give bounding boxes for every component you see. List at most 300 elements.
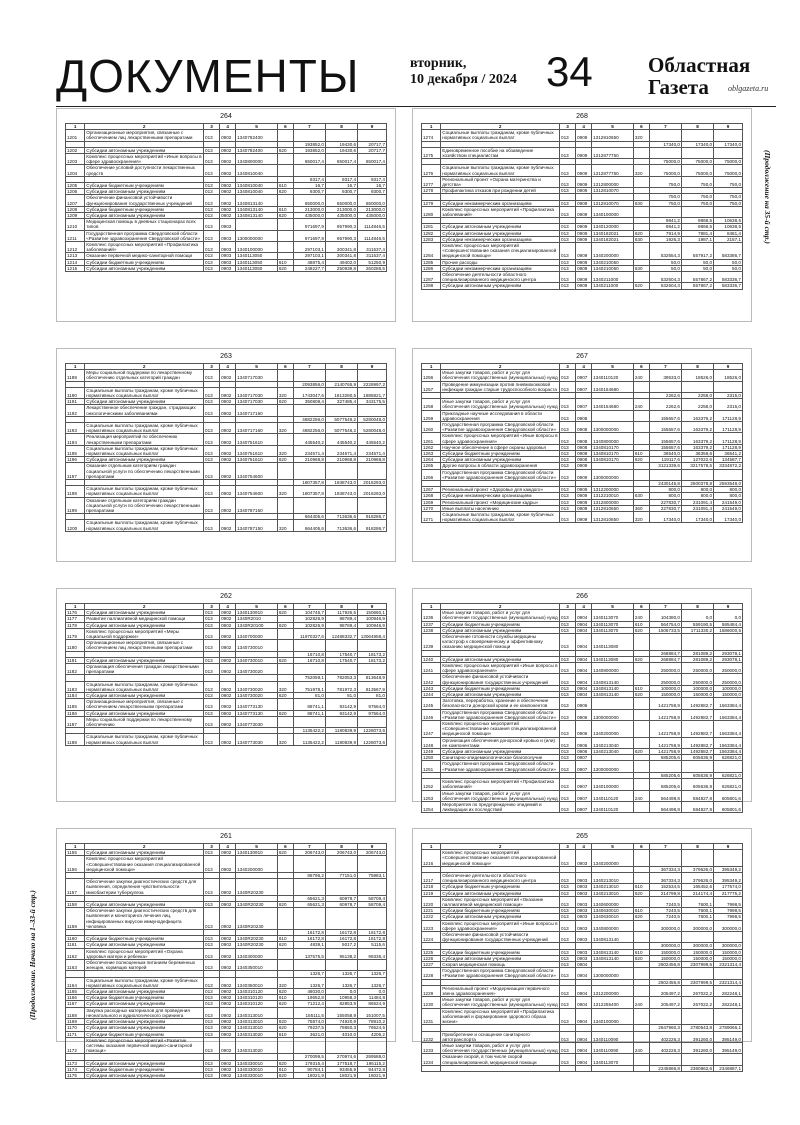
table-cell: 1421758,9 xyxy=(649,709,681,720)
table-row xyxy=(422,709,743,720)
table-cell: 1230 xyxy=(422,997,441,1008)
table-cell: 1743047,6 xyxy=(293,387,325,398)
table-cell xyxy=(358,463,387,480)
table-cell: 1271 xyxy=(422,512,441,523)
table-row xyxy=(422,283,743,289)
table-cell: 1340730010 xyxy=(236,640,278,651)
table-cell: Комплекс процессных мероприятий «Совершенствование оказания специализированной медицинской помощи» xyxy=(441,721,560,738)
table-row xyxy=(422,469,743,480)
table-cell xyxy=(649,130,681,141)
table-cell xyxy=(325,370,357,381)
table-cell: 620 xyxy=(633,692,649,698)
table-header-cell: 3 xyxy=(560,124,576,130)
table-header-cell: 6 xyxy=(277,844,293,850)
table-cell: 250000,0 xyxy=(649,674,681,685)
table-cell: Проведение иммунизации против пневмококковой инфекции граждан старше трудоспособного возраста xyxy=(441,381,560,392)
table-cell: 1340773030 xyxy=(236,734,278,745)
table-cell: 0902 xyxy=(220,699,236,710)
table-row xyxy=(66,265,387,271)
table-cell: 1340310120 xyxy=(236,1001,278,1007)
table-cell xyxy=(277,405,293,416)
table-cell: 1312810650 xyxy=(592,512,634,523)
table-cell xyxy=(293,370,325,381)
table-cell: Субсидии бюджетным учреждениям xyxy=(441,884,560,890)
table-cell: 51250,9 xyxy=(358,259,387,265)
table-cell: 013 xyxy=(560,610,576,621)
table-cell: 1340210050 xyxy=(592,259,634,265)
panel-page-number: 264 xyxy=(220,113,232,120)
table-cell: Оказание отдельным категориям граждан социальной услуги по обеспечению лекарственными препаратами xyxy=(85,463,204,480)
table-row xyxy=(422,932,743,943)
table-cell: 1807357,8 xyxy=(293,486,325,497)
table-cell: 013 xyxy=(204,213,220,219)
table-cell: 013 xyxy=(204,610,220,616)
table-cell: Субсидии некоммерческим организациям xyxy=(441,493,560,499)
table-cell: 013 xyxy=(560,512,576,523)
table-cell: Реализация мероприятий по обеспечению лекарственными препаратами xyxy=(85,434,204,445)
table-cell: 0909 xyxy=(576,165,592,176)
table-cell: 4010,0 xyxy=(325,1031,357,1037)
table-row xyxy=(422,698,743,709)
table-cell: Субсидии автономным учреждениям xyxy=(441,457,560,463)
table-cell: 93142,9 xyxy=(325,710,357,716)
table-row xyxy=(422,1065,743,1071)
document-page-261 xyxy=(56,828,396,1078)
table-cell: 971697,9 xyxy=(293,219,325,230)
table-cell: 0902 xyxy=(220,1007,236,1018)
table-cell: 013 xyxy=(560,621,576,627)
table-cell: 1263 xyxy=(422,451,441,457)
table-cell: 918286,7 xyxy=(358,520,387,531)
table-cell: 2228997,2 xyxy=(358,381,387,387)
table-cell: 918286,7 xyxy=(358,514,387,520)
table-cell: 1178 xyxy=(66,622,85,628)
table-cell: 1171 xyxy=(66,1031,85,1037)
table-cell: 1326,7 xyxy=(293,971,325,977)
table-cell: 013 xyxy=(560,433,576,444)
table-cell: 16172,8 xyxy=(293,936,325,942)
table-cell: 1246 xyxy=(422,709,441,720)
table-row xyxy=(66,423,387,434)
table-cell: 1563384,4 xyxy=(714,721,743,738)
table-cell: 0902 xyxy=(220,399,236,405)
table-cell: 1340751610 xyxy=(236,457,278,463)
table-cell: 0906 xyxy=(576,698,592,709)
table-cell: 1165 xyxy=(66,989,85,995)
table-cell: 231091,4 xyxy=(681,499,713,505)
table-cell: 1239 xyxy=(422,634,441,651)
table-cell: 402226,3 xyxy=(649,1042,681,1053)
table-cell: 0908 xyxy=(576,433,592,444)
table-cell: 0902 xyxy=(220,1025,236,1031)
table-cell: 1340800000 xyxy=(592,663,634,674)
table-cell: 1340700000 xyxy=(236,628,278,639)
table-cell: 013 xyxy=(560,451,576,457)
table-cell: 0904 xyxy=(576,674,592,685)
table-cell: 1221 xyxy=(422,908,441,914)
table-cell: 240 xyxy=(633,610,649,621)
table-cell: 98789,4 xyxy=(325,622,357,628)
table-cell: 0906 xyxy=(576,709,592,720)
table-row xyxy=(66,640,387,651)
table-header-cell: 2 xyxy=(85,604,204,610)
table-cell: 013 xyxy=(560,674,576,685)
table-header-cell: 5 xyxy=(592,844,634,850)
table-cell: 750,0 xyxy=(681,200,713,206)
table-header-cell: 5 xyxy=(236,364,278,370)
table-cell: Региональный проект «Медицинские кадры» xyxy=(441,499,560,505)
table-cell: 395149,0 xyxy=(714,1042,743,1053)
table-cell: 013 xyxy=(560,949,576,955)
table-cell: Социальные выплаты гражданам, кроме публичных нормативных социальных выплат xyxy=(441,165,560,176)
table-cell: 1219 xyxy=(422,890,441,896)
table-row xyxy=(66,948,387,959)
table-cell: 1340113070 xyxy=(592,627,634,633)
table-row xyxy=(66,405,387,416)
table-cell xyxy=(714,147,743,158)
table-cell: 013 xyxy=(560,200,576,206)
table-cell: 750,0 xyxy=(649,200,681,206)
table-cell: 104745,7 xyxy=(293,610,325,616)
table-cell xyxy=(681,130,713,141)
table-cell: 013 xyxy=(560,634,576,651)
table-cell: Социальные выплаты гражданам, кроме публичных нормативных социальных выплат xyxy=(85,445,204,456)
table-row xyxy=(422,1008,743,1025)
table-cell: 013 xyxy=(204,486,220,497)
table-cell: 75000,0 xyxy=(714,159,743,165)
table-row xyxy=(422,610,743,621)
table-row xyxy=(422,896,743,907)
table-cell: 1300000000 xyxy=(592,422,634,433)
table-cell: 1340754600 xyxy=(236,463,278,480)
table-cell: 0902 xyxy=(220,1001,236,1007)
table-cell: 610 xyxy=(277,1031,293,1037)
table-cell: 0909 xyxy=(576,469,592,480)
table-cell: 1252 xyxy=(422,779,441,790)
table-cell: 0902 xyxy=(220,520,236,531)
table-cell: 605636,9 xyxy=(681,755,713,761)
table-row xyxy=(422,627,743,633)
table-cell: 206743,0 xyxy=(325,850,357,856)
table-cell: 1340R20230 xyxy=(236,942,278,948)
table-cell: 013 xyxy=(204,1060,220,1066)
table-cell: 1312255400 xyxy=(592,997,634,1008)
table-cell: 620 xyxy=(277,693,293,699)
table-cell xyxy=(293,856,325,873)
table-cell: Субсидии автономным учреждениям xyxy=(85,265,204,271)
table-cell: 49402,0 xyxy=(325,259,357,265)
table-cell: Прикладные научные исследования в области здравоохранения xyxy=(441,410,560,421)
table-cell xyxy=(649,761,681,772)
table-cell: 750,0 xyxy=(714,194,743,200)
table-cell: 1340813140 xyxy=(592,932,634,943)
table-cell: 1195 xyxy=(66,445,85,456)
table-cell: 0904 xyxy=(576,627,592,633)
table-cell: 620 xyxy=(277,457,293,463)
table-cell: 0902 xyxy=(220,856,236,873)
table-cell: Региональный проект «Охрана материнства и детства» xyxy=(441,176,560,187)
table-cell xyxy=(633,663,649,674)
table-cell xyxy=(714,634,743,651)
table-cell: 10638,5 xyxy=(714,224,743,230)
table-cell xyxy=(714,206,743,217)
table-cell: 100000,0 xyxy=(681,685,713,691)
table-cell: 1340313010 xyxy=(236,1025,278,1031)
table-cell: 013 xyxy=(204,219,220,230)
table-cell: 3121339,6 xyxy=(649,463,681,469)
table-cell: 1340110120 xyxy=(592,801,634,812)
table-header-cell: 7 xyxy=(649,844,681,850)
table-cell: 0903 xyxy=(576,920,592,931)
table-cell: 630 xyxy=(633,493,649,499)
table-row xyxy=(422,1042,743,1053)
table-cell: Государственная программа Свердловской области «Развитие здравоохранения Свердловской области» xyxy=(85,230,204,241)
table-cell: 3334872,2 xyxy=(714,463,743,469)
table-cell: 800,0 xyxy=(649,487,681,493)
table-cell: 1340813140 xyxy=(236,213,278,219)
table-cell: 293078,1 xyxy=(714,656,743,662)
table-cell: 013 xyxy=(204,693,220,699)
table-cell: Субсидии автономным учреждениям xyxy=(85,942,204,948)
table-cell: 1242 xyxy=(422,674,441,685)
table-cell: 620 xyxy=(277,1019,293,1025)
table-cell: 2593548,0 xyxy=(714,481,743,487)
table-cell: Субсидии некоммерческим организациям xyxy=(441,265,560,271)
table-cell: 0909 xyxy=(576,499,592,505)
table-cell: 300341,8 xyxy=(325,242,357,253)
table-cell: 583386,7 xyxy=(714,243,743,260)
table-cell xyxy=(633,1008,649,1025)
table-cell xyxy=(236,219,278,230)
table-cell: 367334,3 xyxy=(649,873,681,884)
table-cell: 620 xyxy=(277,902,293,908)
table-cell: 214799,8 xyxy=(649,890,681,896)
table-cell xyxy=(592,1065,634,1071)
table-cell: 2258,0 xyxy=(681,393,713,399)
table-cell: 36540,0 xyxy=(649,451,681,457)
table-cell: 1216 xyxy=(422,850,441,867)
table-cell: 1156 xyxy=(66,856,85,873)
table-cell: 1175 xyxy=(66,1072,85,1078)
table-cell: 1340R20230 xyxy=(236,879,278,896)
table-cell: Субсидии автономным учреждениям xyxy=(85,610,204,616)
table-cell: 0904 xyxy=(576,1054,592,1065)
table-cell xyxy=(293,405,325,416)
table-cell: 50,0 xyxy=(649,259,681,265)
table-cell: 1340213040 xyxy=(592,737,634,748)
table-cell: 320 xyxy=(277,387,293,398)
table-row xyxy=(422,949,743,955)
table-header-cell: 9 xyxy=(358,844,387,850)
table-cell: 9841,2 xyxy=(649,218,681,224)
table-cell: 250000,0 xyxy=(681,674,713,685)
table-cell xyxy=(649,1008,681,1025)
table-header-cell: 8 xyxy=(681,364,713,370)
table-cell: 585205,6 xyxy=(649,755,681,761)
table-cell: 1926,3 xyxy=(649,236,681,242)
table-header-cell: 4 xyxy=(576,124,592,130)
table-row xyxy=(422,176,743,187)
table-cell: 1340300000 xyxy=(236,948,278,959)
table-cell: 150660,1 xyxy=(358,610,387,616)
table-cell: 013 xyxy=(560,272,576,283)
table-cell: 1237 xyxy=(422,621,441,627)
table-cell xyxy=(633,176,649,187)
table-cell: 16710,8 xyxy=(293,651,325,657)
table-cell: 240 xyxy=(633,370,649,381)
table-cell: Организационные мероприятия, связанные с обеспечением лиц лекарственными препаратами xyxy=(85,130,204,141)
table-cell: 620 xyxy=(633,457,649,463)
table-cell: 2321314,4 xyxy=(714,962,743,968)
table-cell xyxy=(714,850,743,867)
table-cell: 013 xyxy=(204,1019,220,1025)
table-cell: 88741,1 xyxy=(293,699,325,710)
table-header-cell: 4 xyxy=(220,844,236,850)
table-cell: 813567,9 xyxy=(358,681,387,692)
table-cell: 2016293,0 xyxy=(358,480,387,486)
table-cell: 75000,0 xyxy=(714,165,743,176)
table-cell xyxy=(649,147,681,158)
table-cell: 0906 xyxy=(576,721,592,738)
table-cell: Социальные выплаты гражданам, кроме публичных нормативных социальных выплат xyxy=(85,977,204,988)
table-row xyxy=(66,130,387,141)
table-cell: 013 xyxy=(204,457,220,463)
table-header-cell: 3 xyxy=(204,364,220,370)
table-cell: 1266 xyxy=(422,469,441,480)
table-cell: 60978,7 xyxy=(325,895,357,901)
table-cell xyxy=(633,896,649,907)
table-cell: Субсидии бюджетным учреждениям xyxy=(441,685,560,691)
table-cell: 1159 xyxy=(66,908,85,930)
panel-page-number: 266 xyxy=(576,593,588,600)
table-cell: Прочие расходы xyxy=(441,259,560,265)
table-cell: 664405,6 xyxy=(293,514,325,520)
table-cell: 013 xyxy=(560,1054,576,1065)
table-cell xyxy=(277,1007,293,1018)
continuation-note-next: (Продолжение на 35-й стр.) xyxy=(763,150,772,244)
table-cell: 1340773130 xyxy=(236,699,278,710)
table-cell: 1340110090 xyxy=(592,1042,634,1053)
table-cell xyxy=(325,716,357,727)
table-cell: 013 xyxy=(560,968,576,979)
table-cell: 1163 xyxy=(66,960,85,971)
table-cell: 0907 xyxy=(576,801,592,812)
table-cell: 013 xyxy=(560,761,576,772)
table-cell: 248227,7 xyxy=(293,265,325,271)
table-cell xyxy=(714,381,743,392)
table-cell: 0909 xyxy=(576,206,592,217)
table-cell: 1209 xyxy=(66,213,85,219)
table-cell: 195115,2 xyxy=(358,1060,387,1066)
table-cell: Субсидии бюджетным учреждениям xyxy=(85,183,204,189)
table-cell: Иные закупки товаров, работ и услуг для обеспечения государственных (муниципальных) нужд xyxy=(442,997,558,1008)
table-cell: 1340182021 xyxy=(592,230,634,236)
table-cell: 0902 xyxy=(220,657,236,663)
table-cell: Обеспечение закупки диагностических средств для выявления и мониторинга лечения лиц, инфицированных вирусом иммунодефицита человека xyxy=(85,908,204,930)
table-cell: 564498,8 xyxy=(649,801,681,812)
table-cell: 1279 xyxy=(422,200,441,206)
table-cell: Иные закупки товаров, работ и услуг для обеспечения государственных (муниципальных) нужд xyxy=(442,790,558,801)
table-cell: 2315,0 xyxy=(714,393,743,399)
table-cell: 98789,4 xyxy=(325,616,357,622)
table-cell: 8481,4 xyxy=(714,230,743,236)
table-cell: 013 xyxy=(560,997,576,1008)
table-row xyxy=(422,399,743,410)
table-header-cell: 5 xyxy=(236,124,278,130)
table-cell: 1168 xyxy=(66,1007,85,1018)
table-cell: 1340751610 xyxy=(236,434,278,445)
table-cell: 1421758,9 xyxy=(649,698,681,709)
table-cell: 800,0 xyxy=(681,493,713,499)
table-cell: 1340211000 xyxy=(592,272,634,283)
table-cell: 0909 xyxy=(576,512,592,523)
table-cell: Комплекс процессных мероприятий «Профилактика заболеваний и формирование здорового образа жизни» xyxy=(441,1008,560,1025)
table-cell: 0902 xyxy=(220,948,236,959)
table-cell: 782053,3 xyxy=(325,675,357,681)
table-cell xyxy=(358,879,387,896)
table-cell: Обеспечение финансовой устойчивости функционирования государственных учреждений xyxy=(441,674,560,685)
table-cell: 2321314,4 xyxy=(714,979,743,985)
table-cell xyxy=(325,856,357,873)
table-cell: 013 xyxy=(204,942,220,948)
table-cell: 013 xyxy=(204,147,220,153)
table-cell xyxy=(649,968,681,979)
table-cell: 1340R20100 xyxy=(236,622,278,628)
table-cell: Субсидии автономным учреждениям xyxy=(85,213,204,219)
table-cell: 0909 xyxy=(576,505,592,511)
table-cell: 0909 xyxy=(576,243,592,260)
table-header-cell: 6 xyxy=(633,124,649,130)
table-cell: 013 xyxy=(204,434,220,445)
table-cell: 281089,2 xyxy=(681,656,713,662)
table-cell xyxy=(633,1031,649,1042)
table-cell: 1340213010 xyxy=(592,890,634,896)
table-row xyxy=(66,628,387,639)
table-cell: 1214 xyxy=(66,259,85,265)
table-cell: 36541,2 xyxy=(714,451,743,457)
table-cell: 1492882,7 xyxy=(681,737,713,748)
table-header-cell: 6 xyxy=(277,124,293,130)
table-cell: 1270 xyxy=(422,505,441,511)
table-cell xyxy=(325,908,357,930)
table-cell: 751978,1 xyxy=(293,681,325,692)
table-cell: 270099,5 xyxy=(293,1054,325,1060)
table-cell: 620 xyxy=(277,942,293,948)
table-cell: 1340600000 xyxy=(592,896,634,907)
table-cell: Субсидии автономным учреждениям xyxy=(85,657,204,663)
table-cell: 013 xyxy=(560,737,576,748)
table-row xyxy=(66,399,387,405)
table-cell: 013 xyxy=(560,505,576,511)
table-cell: 013 xyxy=(560,243,576,260)
table-cell: 1233 xyxy=(422,1042,441,1053)
table-cell: 610 xyxy=(633,451,649,457)
table-row xyxy=(422,512,743,523)
table-cell: 1241 xyxy=(422,663,441,674)
table-cell: Организация обеспечения граждан лекарственными препаратами xyxy=(85,664,204,675)
table-cell: 75000,0 xyxy=(649,165,681,176)
table-cell: 1220 xyxy=(422,896,441,907)
table-cell: 0902 xyxy=(220,405,236,416)
table-cell: 260286,5 xyxy=(358,265,387,271)
table-cell: 583336,7 xyxy=(714,283,743,289)
table-cell xyxy=(293,879,325,896)
table-cell: 0903 xyxy=(576,850,592,867)
table-cell: 1340754600 xyxy=(236,486,278,497)
table-cell: 1340813140 xyxy=(592,685,634,691)
table-cell: 293078,1 xyxy=(714,650,743,656)
table-cell: 1196 xyxy=(66,457,85,463)
